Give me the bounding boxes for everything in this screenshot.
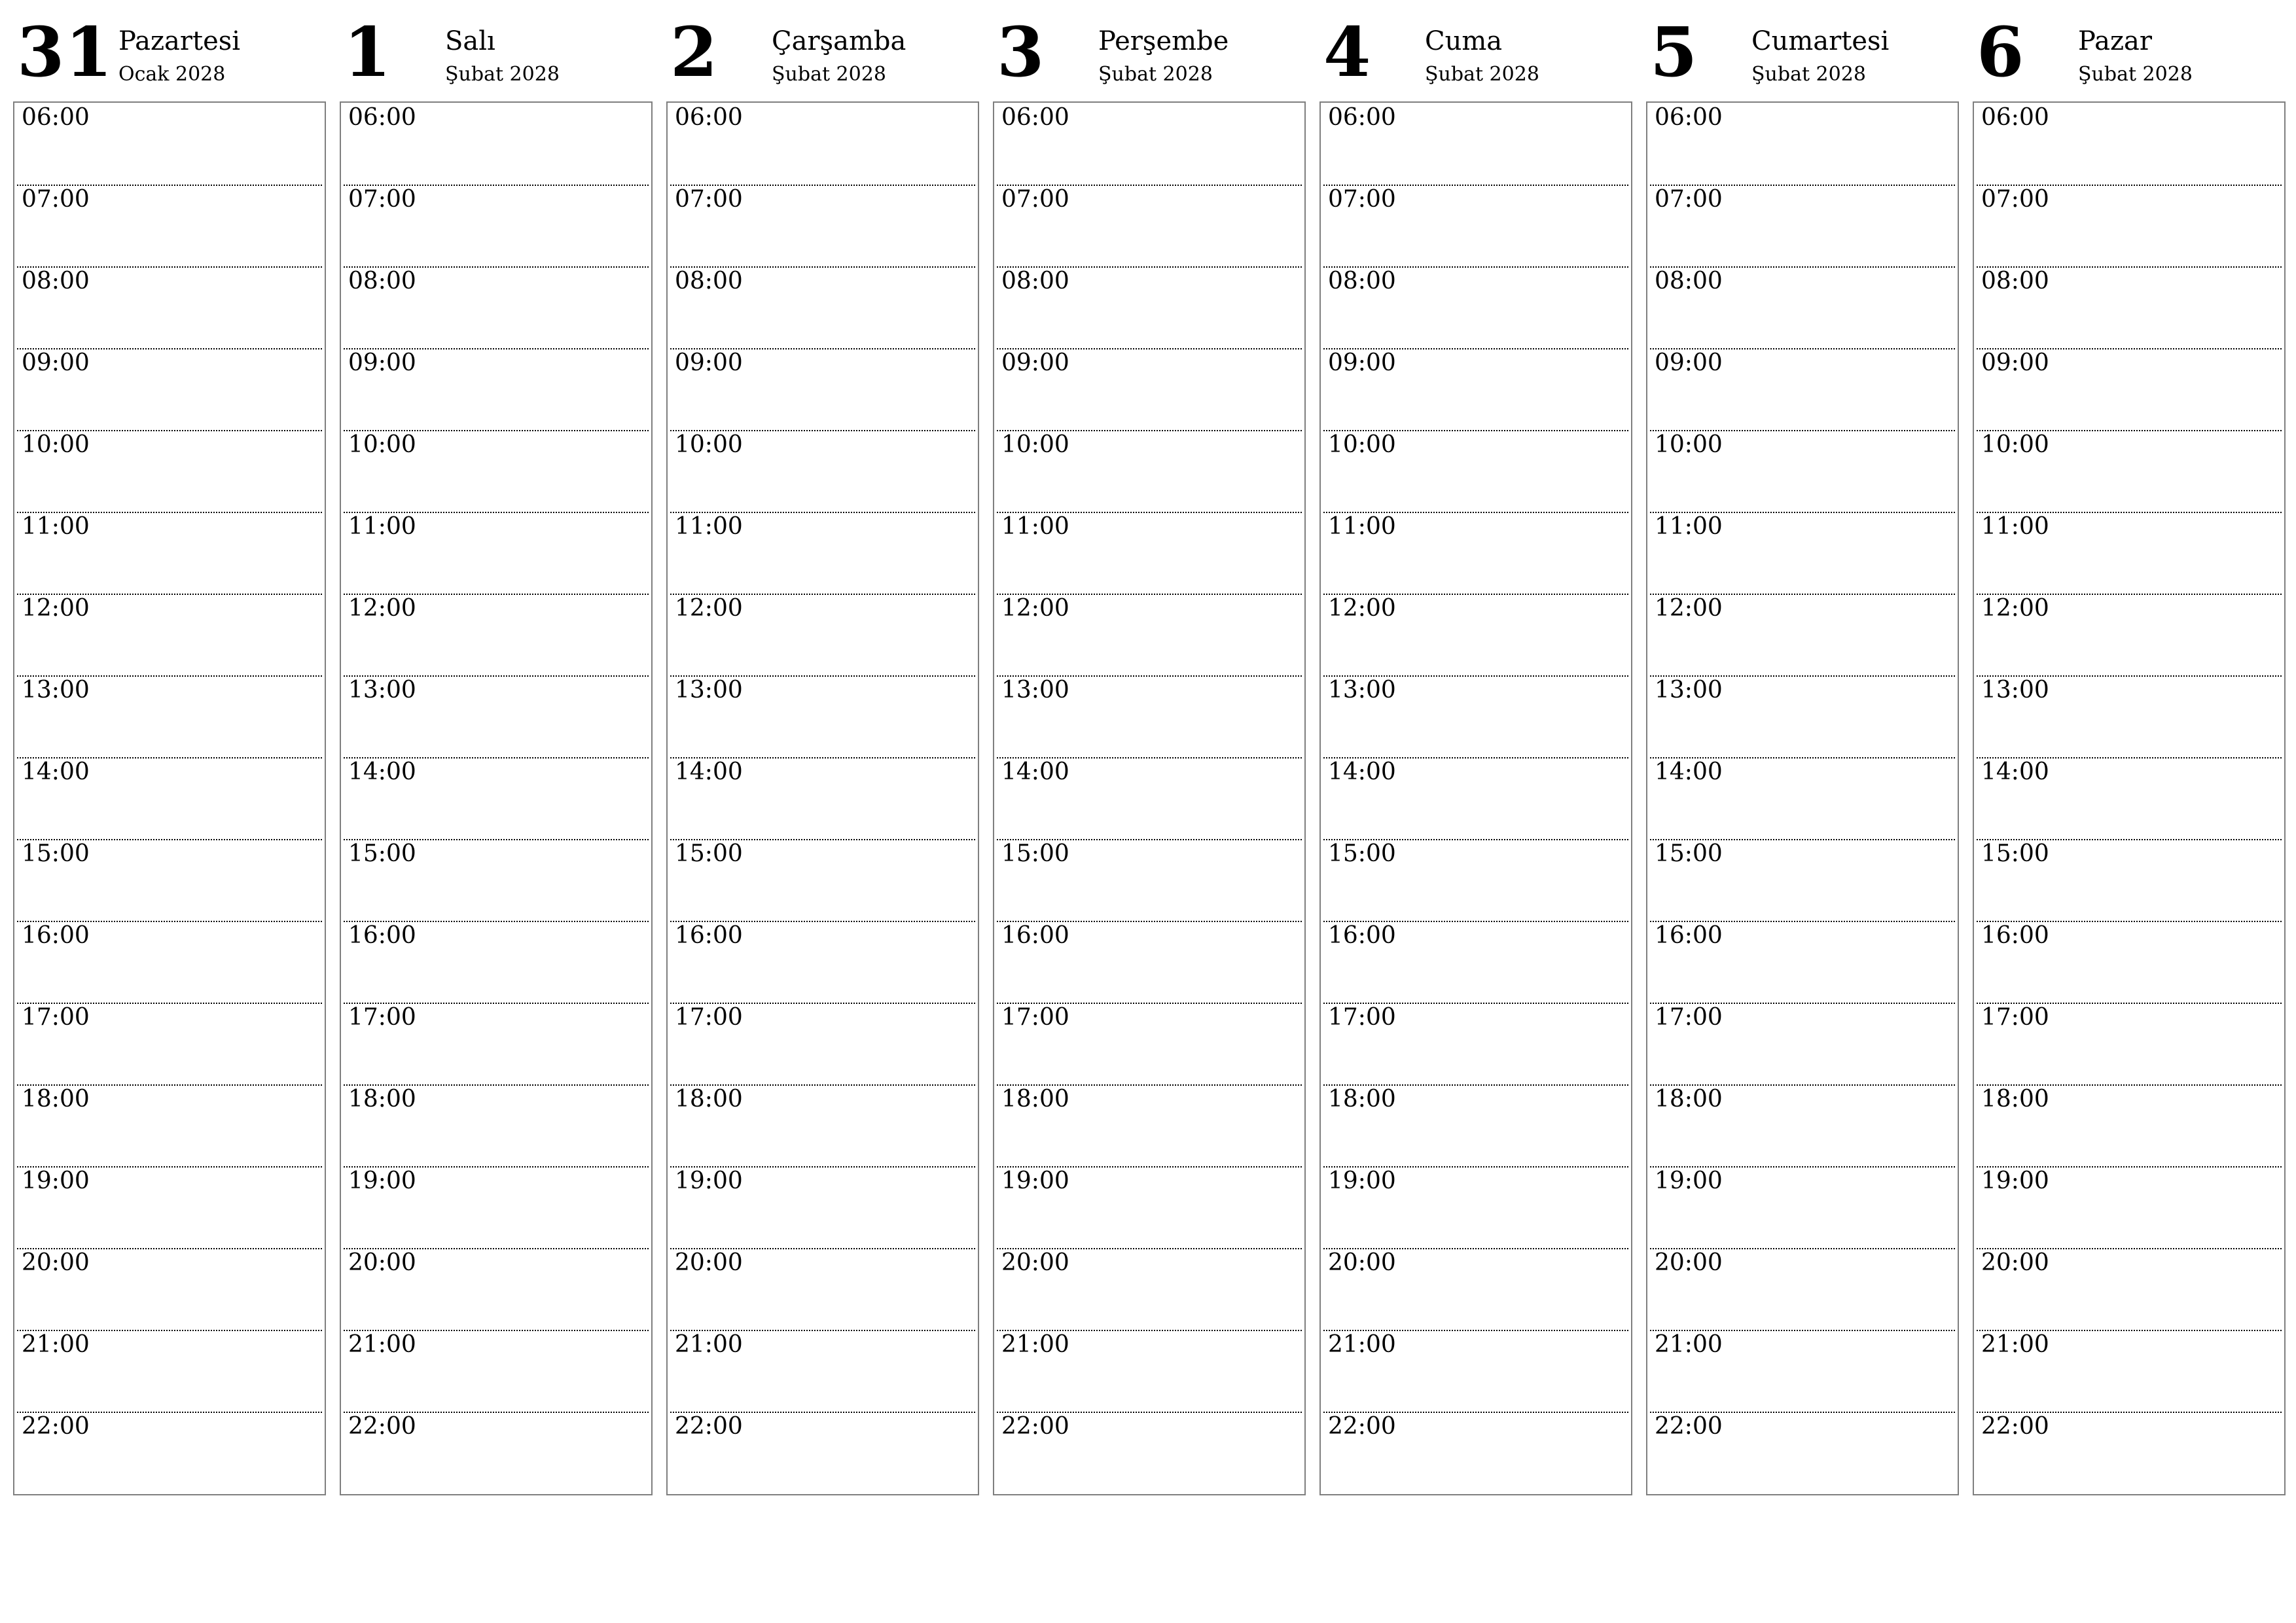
hour-label: 16:00	[1328, 922, 1396, 949]
hour-label: 13:00	[1328, 677, 1396, 704]
hour-label: 11:00	[348, 513, 416, 540]
hour-label: 16:00	[1981, 922, 2049, 949]
hour-slot[interactable]	[17, 1330, 322, 1413]
hour-slot[interactable]	[1323, 921, 1628, 1004]
hour-label: 17:00	[1328, 1004, 1396, 1031]
hour-label: 22:00	[1001, 1413, 1069, 1440]
day-name: Çarşamba	[772, 26, 906, 56]
hour-label: 15:00	[1328, 840, 1396, 867]
hour-slot[interactable]	[1977, 1003, 2282, 1086]
hour-slot[interactable]	[997, 1166, 1302, 1249]
hour-label: 15:00	[348, 840, 416, 867]
hour-slot[interactable]	[670, 512, 975, 595]
hour-slot[interactable]	[997, 348, 1302, 431]
hour-label: 09:00	[1001, 349, 1069, 376]
hour-label: 16:00	[22, 922, 90, 949]
hour-slot[interactable]	[1650, 185, 1955, 268]
hour-label: 20:00	[675, 1249, 743, 1276]
day-header	[1973, 0, 2286, 98]
hour-label: 19:00	[22, 1168, 90, 1194]
hour-label: 14:00	[1981, 758, 2049, 785]
hour-slot[interactable]	[1977, 103, 2282, 186]
hour-label: 14:00	[1655, 758, 1723, 785]
hour-slot[interactable]	[1977, 675, 2282, 758]
hour-slot[interactable]	[1323, 430, 1628, 513]
hour-label: 17:00	[1001, 1004, 1069, 1031]
hour-slot[interactable]	[1650, 1412, 1955, 1493]
hour-slot[interactable]	[344, 757, 649, 840]
hour-slot[interactable]	[17, 594, 322, 677]
hour-label: 16:00	[348, 922, 416, 949]
hour-slot[interactable]	[670, 1166, 975, 1249]
hour-label: 06:00	[1328, 104, 1396, 131]
hour-label: 10:00	[22, 431, 90, 458]
hour-slot[interactable]	[344, 512, 649, 595]
hour-label: 13:00	[1981, 677, 2049, 704]
hour-label: 13:00	[675, 677, 743, 704]
hour-label: 13:00	[22, 677, 90, 704]
hour-label: 07:00	[1655, 186, 1723, 213]
hour-label: 17:00	[675, 1004, 743, 1031]
hour-slot[interactable]	[1650, 1248, 1955, 1331]
hour-label: 20:00	[1328, 1249, 1396, 1276]
hour-label: 11:00	[22, 513, 90, 540]
day-month-year: Şubat 2028	[772, 63, 886, 86]
hour-slot[interactable]	[997, 1412, 1302, 1493]
hour-label: 06:00	[675, 104, 743, 131]
day-schedule-box	[13, 101, 326, 1495]
hour-slot[interactable]	[17, 185, 322, 268]
hour-slot[interactable]	[17, 1166, 322, 1249]
hour-label: 17:00	[348, 1004, 416, 1031]
hour-label: 07:00	[348, 186, 416, 213]
hour-label: 21:00	[1328, 1331, 1396, 1358]
hour-label: 06:00	[1655, 104, 1723, 131]
hour-label: 10:00	[1655, 431, 1723, 458]
day-number: 31	[17, 12, 113, 92]
hour-slot[interactable]	[997, 103, 1302, 186]
hour-slot[interactable]	[670, 103, 975, 186]
hour-slot[interactable]	[670, 430, 975, 513]
hour-label: 12:00	[675, 595, 743, 622]
hour-slot[interactable]	[1977, 921, 2282, 1004]
hour-label: 17:00	[1655, 1004, 1723, 1031]
hour-slot[interactable]	[997, 1248, 1302, 1331]
hour-slot[interactable]	[17, 1248, 322, 1331]
day-month-year: Şubat 2028	[1751, 63, 1866, 86]
day-number: 5	[1650, 12, 1698, 92]
hour-slot[interactable]	[344, 430, 649, 513]
hour-slot[interactable]	[997, 185, 1302, 268]
hour-slot[interactable]	[1323, 1412, 1628, 1493]
hour-slot[interactable]	[1323, 185, 1628, 268]
hour-slot[interactable]	[1977, 185, 2282, 268]
hour-slot[interactable]	[1323, 266, 1628, 349]
hour-slot[interactable]	[997, 512, 1302, 595]
hour-slot[interactable]	[670, 1003, 975, 1086]
hour-label: 20:00	[1001, 1249, 1069, 1276]
hour-slot[interactable]	[17, 1084, 322, 1168]
hour-label: 12:00	[1328, 595, 1396, 622]
hour-slot[interactable]	[17, 512, 322, 595]
day-number: 4	[1323, 12, 1372, 92]
hour-slot[interactable]	[1650, 1084, 1955, 1168]
hour-label: 07:00	[1328, 186, 1396, 213]
hour-label: 12:00	[1655, 595, 1723, 622]
hour-label: 20:00	[22, 1249, 90, 1276]
hour-label: 10:00	[1981, 431, 2049, 458]
day-month-year: Şubat 2028	[1425, 63, 1539, 86]
hour-slot[interactable]	[670, 266, 975, 349]
hour-slot[interactable]	[1323, 103, 1628, 186]
hour-label: 18:00	[1328, 1086, 1396, 1113]
hour-label: 17:00	[1981, 1004, 2049, 1031]
hour-label: 12:00	[22, 595, 90, 622]
hour-slot[interactable]	[17, 757, 322, 840]
hour-slot[interactable]	[1977, 1084, 2282, 1168]
hour-slot[interactable]	[1323, 512, 1628, 595]
hour-slot[interactable]	[344, 103, 649, 186]
hour-slot[interactable]	[1323, 757, 1628, 840]
hour-label: 19:00	[348, 1168, 416, 1194]
hour-slot[interactable]	[17, 430, 322, 513]
hour-slot[interactable]	[1977, 1412, 2282, 1493]
hour-slot[interactable]	[997, 921, 1302, 1004]
hour-slot[interactable]	[344, 348, 649, 431]
hour-label: 16:00	[1655, 922, 1723, 949]
hour-slot[interactable]	[1650, 1330, 1955, 1413]
hour-label: 22:00	[675, 1413, 743, 1440]
hour-label: 18:00	[675, 1086, 743, 1113]
hour-label: 10:00	[348, 431, 416, 458]
hour-label: 14:00	[1328, 758, 1396, 785]
hour-slot[interactable]	[344, 594, 649, 677]
hour-slot[interactable]	[1650, 675, 1955, 758]
hour-label: 08:00	[1655, 268, 1723, 294]
hour-slot[interactable]	[344, 1003, 649, 1086]
hour-label: 14:00	[1001, 758, 1069, 785]
hour-slot[interactable]	[344, 921, 649, 1004]
day-schedule-box	[340, 101, 653, 1495]
day-name: Cumartesi	[1751, 26, 1890, 56]
hour-label: 12:00	[1001, 595, 1069, 622]
hour-label: 11:00	[1655, 513, 1723, 540]
hour-slot[interactable]	[997, 1084, 1302, 1168]
hour-slot[interactable]	[1977, 430, 2282, 513]
hour-label: 07:00	[675, 186, 743, 213]
hour-label: 11:00	[675, 513, 743, 540]
hour-slot[interactable]	[1977, 1248, 2282, 1331]
hour-slot[interactable]	[17, 1003, 322, 1086]
hour-label: 13:00	[1001, 677, 1069, 704]
hour-label: 14:00	[675, 758, 743, 785]
hour-slot[interactable]	[670, 839, 975, 922]
hour-label: 15:00	[22, 840, 90, 867]
hour-label: 10:00	[1001, 431, 1069, 458]
hour-slot[interactable]	[670, 185, 975, 268]
hour-slot[interactable]	[997, 1330, 1302, 1413]
hour-label: 07:00	[1981, 186, 2049, 213]
day-schedule-box	[1319, 101, 1632, 1495]
hour-slot[interactable]	[1977, 594, 2282, 677]
hour-slot[interactable]	[1977, 1330, 2282, 1413]
hour-label: 06:00	[22, 104, 90, 131]
hour-label: 20:00	[1981, 1249, 2049, 1276]
hour-slot[interactable]	[344, 675, 649, 758]
hour-slot[interactable]	[1323, 594, 1628, 677]
hour-slot[interactable]	[1650, 1003, 1955, 1086]
hour-label: 09:00	[1655, 349, 1723, 376]
hour-slot[interactable]	[1977, 757, 2282, 840]
hour-slot[interactable]	[344, 266, 649, 349]
hour-slot[interactable]	[344, 1330, 649, 1413]
day-schedule-box	[993, 101, 1306, 1495]
hour-label: 10:00	[675, 431, 743, 458]
day-number: 6	[1977, 12, 2025, 92]
hour-label: 08:00	[1981, 268, 2049, 294]
hour-label: 09:00	[348, 349, 416, 376]
hour-label: 12:00	[348, 595, 416, 622]
hour-label: 21:00	[1001, 1331, 1069, 1358]
hour-slot[interactable]	[1323, 1166, 1628, 1249]
day-name: Pazar	[2078, 26, 2153, 56]
hour-label: 22:00	[1981, 1413, 2049, 1440]
hour-slot[interactable]	[17, 839, 322, 922]
hour-slot[interactable]	[344, 839, 649, 922]
hour-label: 11:00	[1328, 513, 1396, 540]
hour-label: 14:00	[22, 758, 90, 785]
hour-label: 08:00	[22, 268, 90, 294]
day-name: Pazartesi	[118, 26, 241, 56]
hour-label: 09:00	[675, 349, 743, 376]
day-month-year: Şubat 2028	[445, 63, 560, 86]
hour-slot[interactable]	[1977, 348, 2282, 431]
hour-slot[interactable]	[1977, 512, 2282, 595]
hour-slot[interactable]	[1650, 839, 1955, 922]
hour-label: 15:00	[1655, 840, 1723, 867]
hour-label: 19:00	[1328, 1168, 1396, 1194]
hour-slot[interactable]	[1650, 512, 1955, 595]
hour-slot[interactable]	[1650, 348, 1955, 431]
hour-slot[interactable]	[1323, 1003, 1628, 1086]
hour-label: 20:00	[1655, 1249, 1723, 1276]
hour-label: 08:00	[675, 268, 743, 294]
hour-label: 19:00	[1001, 1168, 1069, 1194]
hour-slot[interactable]	[344, 1084, 649, 1168]
hour-label: 06:00	[1001, 104, 1069, 131]
hour-slot[interactable]	[670, 1412, 975, 1493]
hour-label: 09:00	[1328, 349, 1396, 376]
hour-label: 14:00	[348, 758, 416, 785]
day-header	[993, 0, 1306, 98]
hour-slot[interactable]	[670, 675, 975, 758]
day-number: 3	[997, 12, 1045, 92]
hour-label: 13:00	[1655, 677, 1723, 704]
hour-slot[interactable]	[997, 1003, 1302, 1086]
hour-slot[interactable]	[344, 185, 649, 268]
hour-slot[interactable]	[670, 348, 975, 431]
hour-label: 10:00	[1328, 431, 1396, 458]
hour-slot[interactable]	[1650, 1166, 1955, 1249]
hour-label: 22:00	[1655, 1413, 1723, 1440]
day-name: Perşembe	[1098, 26, 1229, 56]
hour-label: 21:00	[675, 1331, 743, 1358]
hour-label: 16:00	[675, 922, 743, 949]
day-name: Salı	[445, 26, 495, 56]
day-header	[340, 0, 653, 98]
hour-slot[interactable]	[1650, 594, 1955, 677]
hour-label: 06:00	[1981, 104, 2049, 131]
hour-slot[interactable]	[17, 675, 322, 758]
hour-label: 16:00	[1001, 922, 1069, 949]
day-schedule-box	[1646, 101, 1959, 1495]
hour-label: 18:00	[1001, 1086, 1069, 1113]
day-header	[1646, 0, 1959, 98]
hour-label: 19:00	[675, 1168, 743, 1194]
day-month-year: Şubat 2028	[2078, 63, 2193, 86]
hour-slot[interactable]	[1323, 675, 1628, 758]
hour-label: 09:00	[22, 349, 90, 376]
hour-label: 21:00	[1655, 1331, 1723, 1358]
hour-slot[interactable]	[1323, 1084, 1628, 1168]
hour-slot[interactable]	[670, 1330, 975, 1413]
hour-label: 07:00	[1001, 186, 1069, 213]
hour-label: 09:00	[1981, 349, 2049, 376]
day-month-year: Şubat 2028	[1098, 63, 1213, 86]
hour-label: 15:00	[675, 840, 743, 867]
hour-slot[interactable]	[17, 1412, 322, 1493]
hour-label: 08:00	[1328, 268, 1396, 294]
hour-label: 15:00	[1981, 840, 2049, 867]
day-schedule-box	[666, 101, 979, 1495]
hour-slot[interactable]	[997, 757, 1302, 840]
hour-slot[interactable]	[17, 921, 322, 1004]
hour-label: 20:00	[348, 1249, 416, 1276]
hour-slot[interactable]	[1323, 1248, 1628, 1331]
hour-slot[interactable]	[17, 266, 322, 349]
hour-slot[interactable]	[997, 594, 1302, 677]
hour-slot[interactable]	[17, 348, 322, 431]
hour-label: 21:00	[1981, 1331, 2049, 1358]
hour-label: 18:00	[22, 1086, 90, 1113]
hour-slot[interactable]	[670, 921, 975, 1004]
day-name: Cuma	[1425, 26, 1503, 56]
hour-slot[interactable]	[344, 1248, 649, 1331]
hour-label: 13:00	[348, 677, 416, 704]
hour-label: 12:00	[1981, 595, 2049, 622]
hour-slot[interactable]	[17, 103, 322, 186]
hour-label: 22:00	[22, 1413, 90, 1440]
hour-label: 18:00	[1655, 1086, 1723, 1113]
hour-slot[interactable]	[344, 1412, 649, 1493]
hour-slot[interactable]	[670, 1248, 975, 1331]
hour-slot[interactable]	[997, 266, 1302, 349]
hour-label: 19:00	[1655, 1168, 1723, 1194]
hour-slot[interactable]	[1977, 266, 2282, 349]
day-month-year: Ocak 2028	[118, 63, 226, 86]
hour-slot[interactable]	[997, 675, 1302, 758]
hour-slot[interactable]	[1977, 839, 2282, 922]
hour-label: 18:00	[1981, 1086, 2049, 1113]
hour-slot[interactable]	[670, 594, 975, 677]
hour-label: 15:00	[1001, 840, 1069, 867]
hour-label: 11:00	[1981, 513, 2049, 540]
day-header	[1319, 0, 1632, 98]
hour-slot[interactable]	[997, 839, 1302, 922]
hour-slot[interactable]	[344, 1166, 649, 1249]
hour-slot[interactable]	[997, 430, 1302, 513]
hour-slot[interactable]	[1977, 1166, 2282, 1249]
day-header	[13, 0, 326, 98]
day-schedule-box	[1973, 101, 2286, 1495]
hour-slot[interactable]	[1323, 839, 1628, 922]
hour-label: 22:00	[348, 1413, 416, 1440]
hour-label: 18:00	[348, 1086, 416, 1113]
hour-label: 08:00	[348, 268, 416, 294]
hour-label: 17:00	[22, 1004, 90, 1031]
day-number: 1	[344, 12, 392, 92]
hour-label: 06:00	[348, 104, 416, 131]
hour-slot[interactable]	[1323, 1330, 1628, 1413]
day-number: 2	[670, 12, 719, 92]
hour-label: 22:00	[1328, 1413, 1396, 1440]
hour-slot[interactable]	[1650, 103, 1955, 186]
hour-slot[interactable]	[1650, 757, 1955, 840]
day-header	[666, 0, 979, 98]
hour-label: 21:00	[348, 1331, 416, 1358]
hour-slot[interactable]	[1650, 921, 1955, 1004]
hour-label: 21:00	[22, 1331, 90, 1358]
hour-label: 08:00	[1001, 268, 1069, 294]
hour-label: 19:00	[1981, 1168, 2049, 1194]
hour-slot[interactable]	[670, 1084, 975, 1168]
hour-slot[interactable]	[1650, 430, 1955, 513]
hour-label: 07:00	[22, 186, 90, 213]
hour-label: 11:00	[1001, 513, 1069, 540]
hour-slot[interactable]	[1323, 348, 1628, 431]
hour-slot[interactable]	[1650, 266, 1955, 349]
hour-slot[interactable]	[670, 757, 975, 840]
